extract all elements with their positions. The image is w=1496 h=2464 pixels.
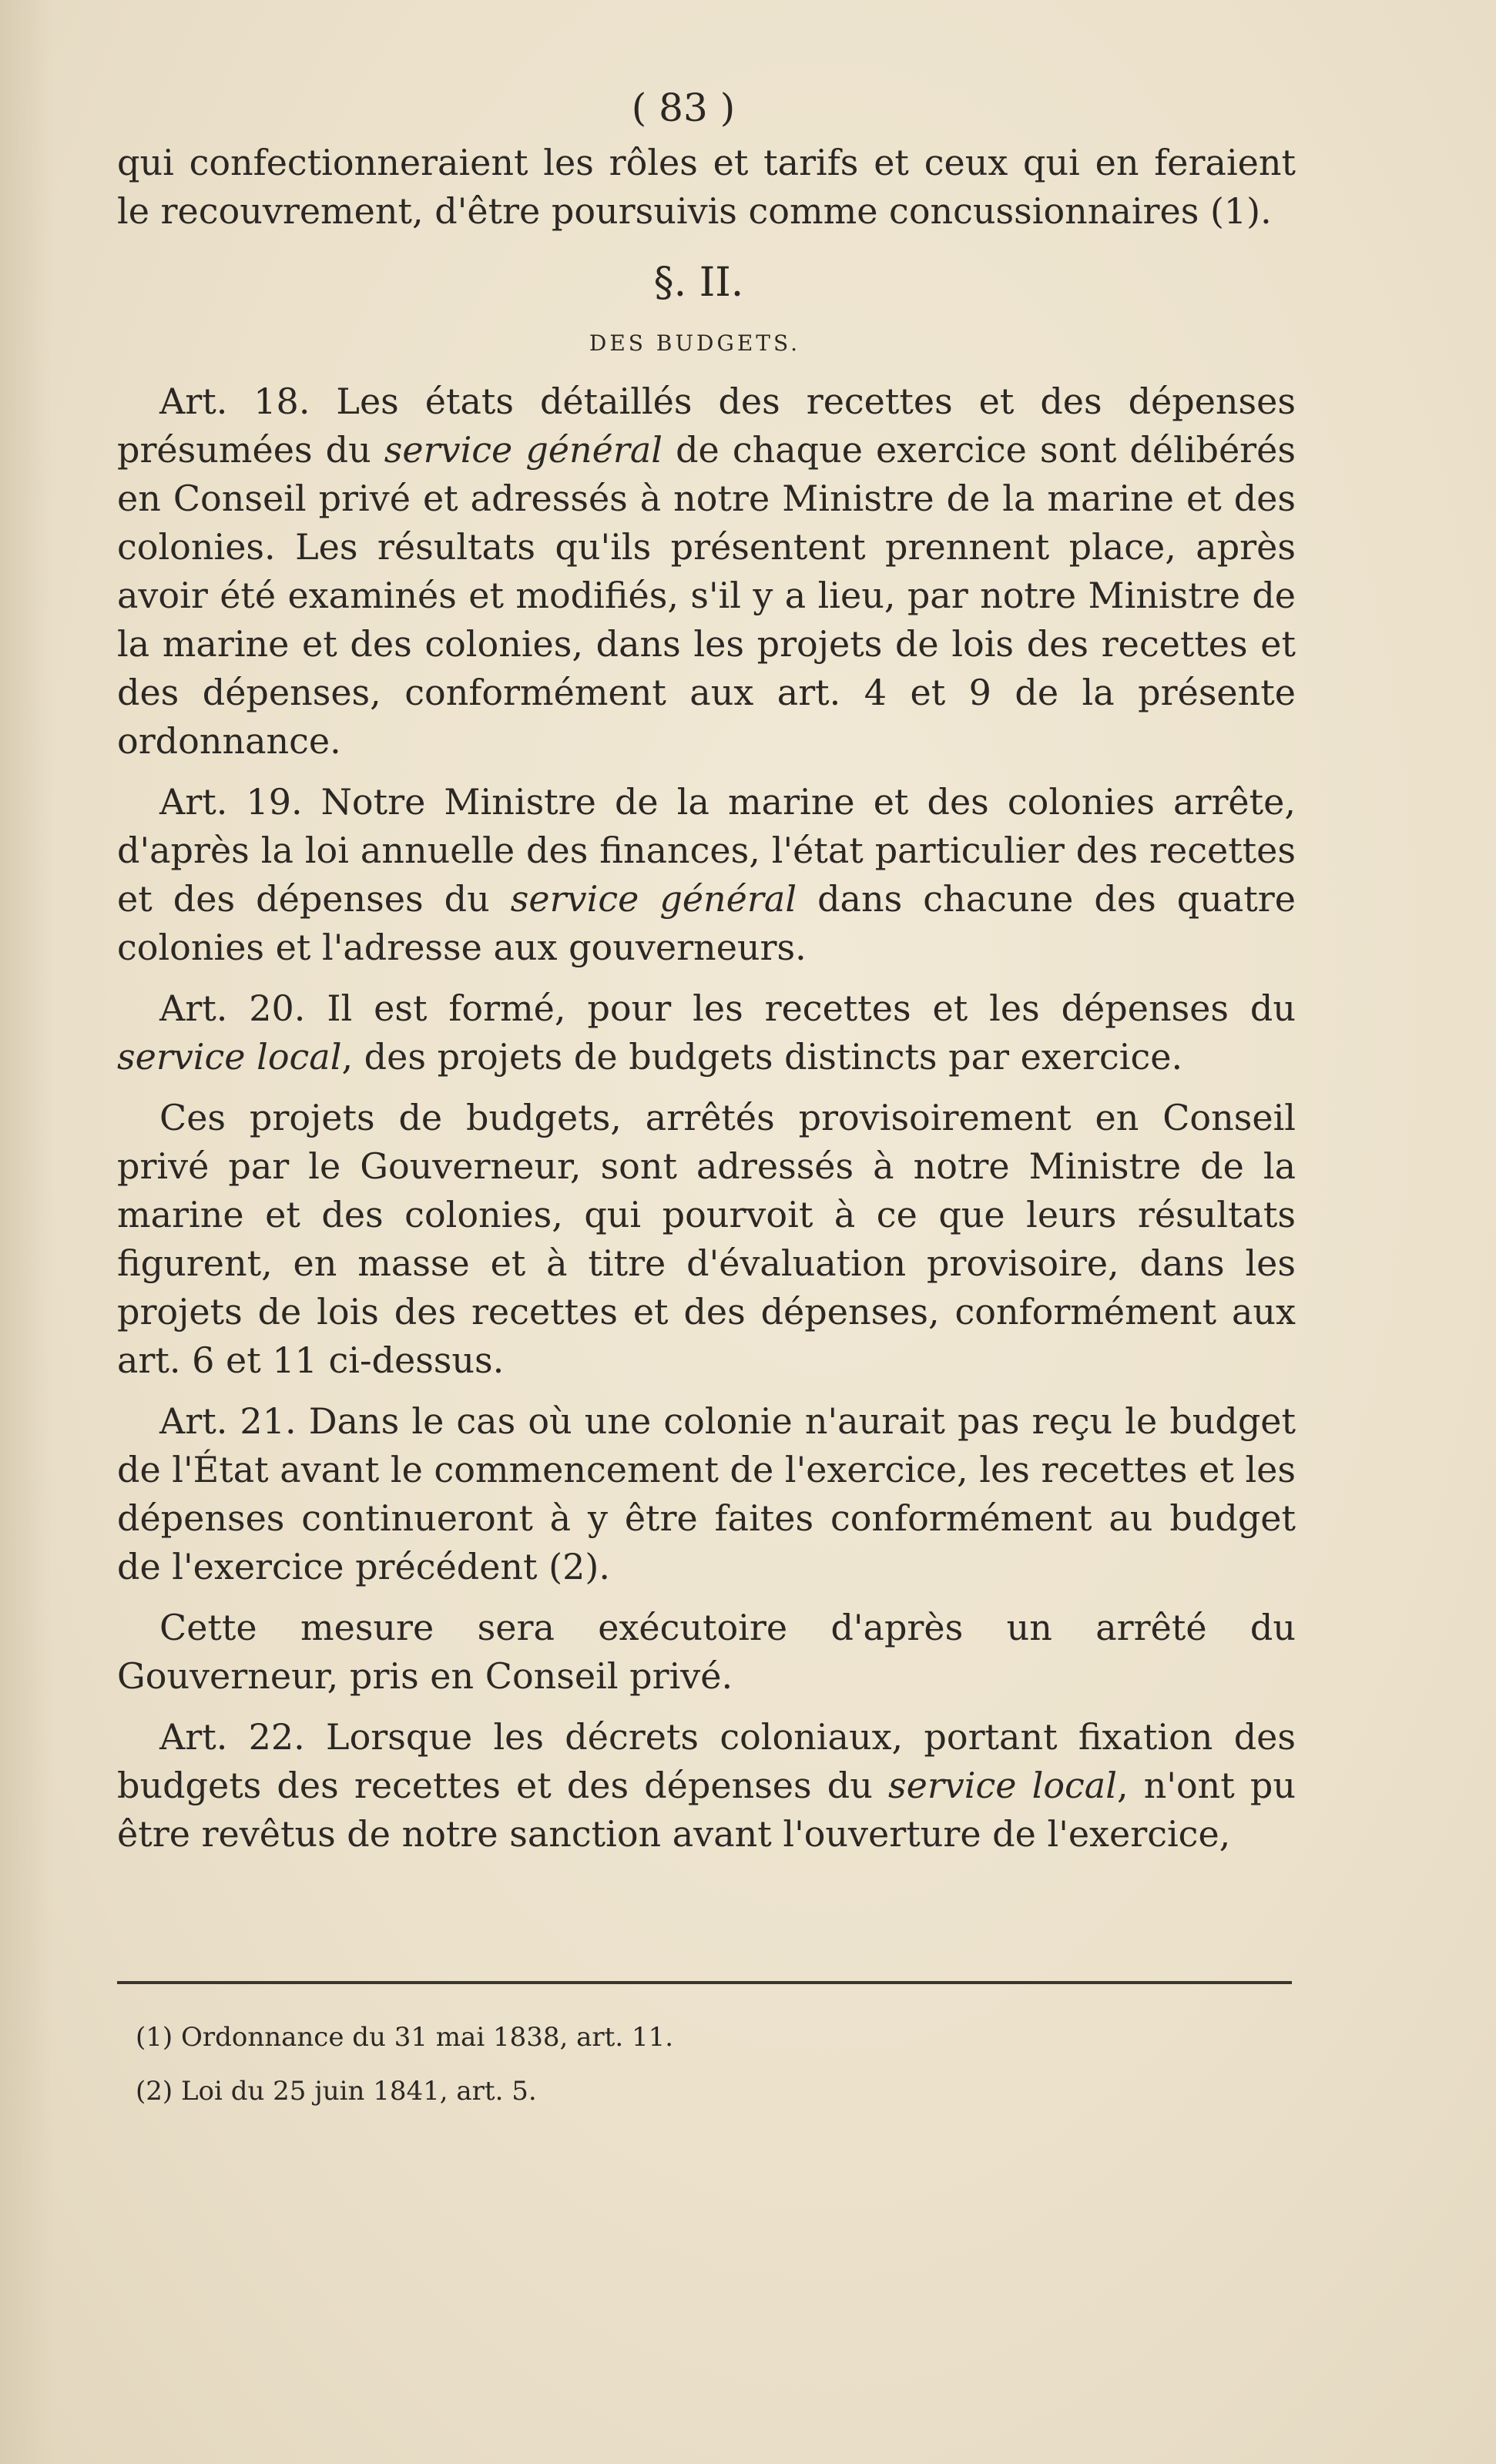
section-heading: DES BUDGETS. xyxy=(589,330,801,356)
article-22: Art. 22. Lorsque les décrets coloniaux, portant fixation des budgets des recettes et des dépenses du service local, n'ont pu être revêtus de notre sanction avant l'ouverture de l'exercice, xyxy=(117,1716,1296,1855)
page-gutter-shadow xyxy=(0,0,54,2464)
continuation-text: qui confectionneraient les rôles et tarifs et ceux qui en feraient le recouvrement, d'être poursuivis comme concussionnaires (1). xyxy=(117,142,1296,232)
text-block xyxy=(117,77,1296,1859)
article-21-continued: Cette mesure sera exécutoire d'après un arrêté du Gouverneur, pris en Conseil privé. xyxy=(117,1607,1296,1697)
footnotes xyxy=(136,2010,1214,2118)
footnote-2: (2) Loi du 25 juin 1841, art. 5. xyxy=(136,2076,537,2107)
article-20: Art. 20. Il est formé, pour les recettes et les dépenses du service local, des projets de budgets distincts par exercice. xyxy=(117,987,1296,1078)
article-21: Art. 21. Dans le cas où une colonie n'aurait pas reçu le budget de l'État avant le commencement de l'exercice, les recettes et les dépenses continueront à y être faites conformément au budget de l'exercice précédent (2). xyxy=(117,1400,1296,1587)
page-number: ( 83 ) xyxy=(631,85,736,130)
article-19: Art. 19. Notre Ministre de la marine et des colonies arrête, d'après la loi annuelle des finances, l'état particulier des recettes et des dépenses du service général dans chacune des quatre colonies et l'adresse aux gouverneurs. xyxy=(117,781,1296,968)
footnote-divider xyxy=(117,1981,1292,1984)
article-18: Art. 18. Les états détaillés des recettes et des dépenses présumées du service général de chaque exercice sont délibérés en Conseil privé et adressés à notre Ministre de la marine et des colonies. Les résultats qu'ils présentent prennent place, après avoir été examinés et modifiés, s'il y a lieu, par notre Ministre de la marine et des colonies, dans les projets de lois des recettes et des dépenses, conformément aux art. 4 et 9 de la présente ordonnance. xyxy=(117,380,1296,762)
section-number: §. II. xyxy=(653,260,744,306)
footnote-1: (1) Ordonnance du 31 mai 1838, art. 11. xyxy=(136,2022,674,2053)
article-20-continued: Ces projets de budgets, arrêtés provisoirement en Conseil privé par le Gouverneur, sont adressés à notre Ministre de la marine et des colonies, qui pourvoit à ce que leurs résultats figurent, en masse et à titre d'évaluation provisoire, dans les projets de lois des recettes et des dépenses, conformément aux art. 6 et 11 ci-dessus. xyxy=(117,1097,1296,1381)
